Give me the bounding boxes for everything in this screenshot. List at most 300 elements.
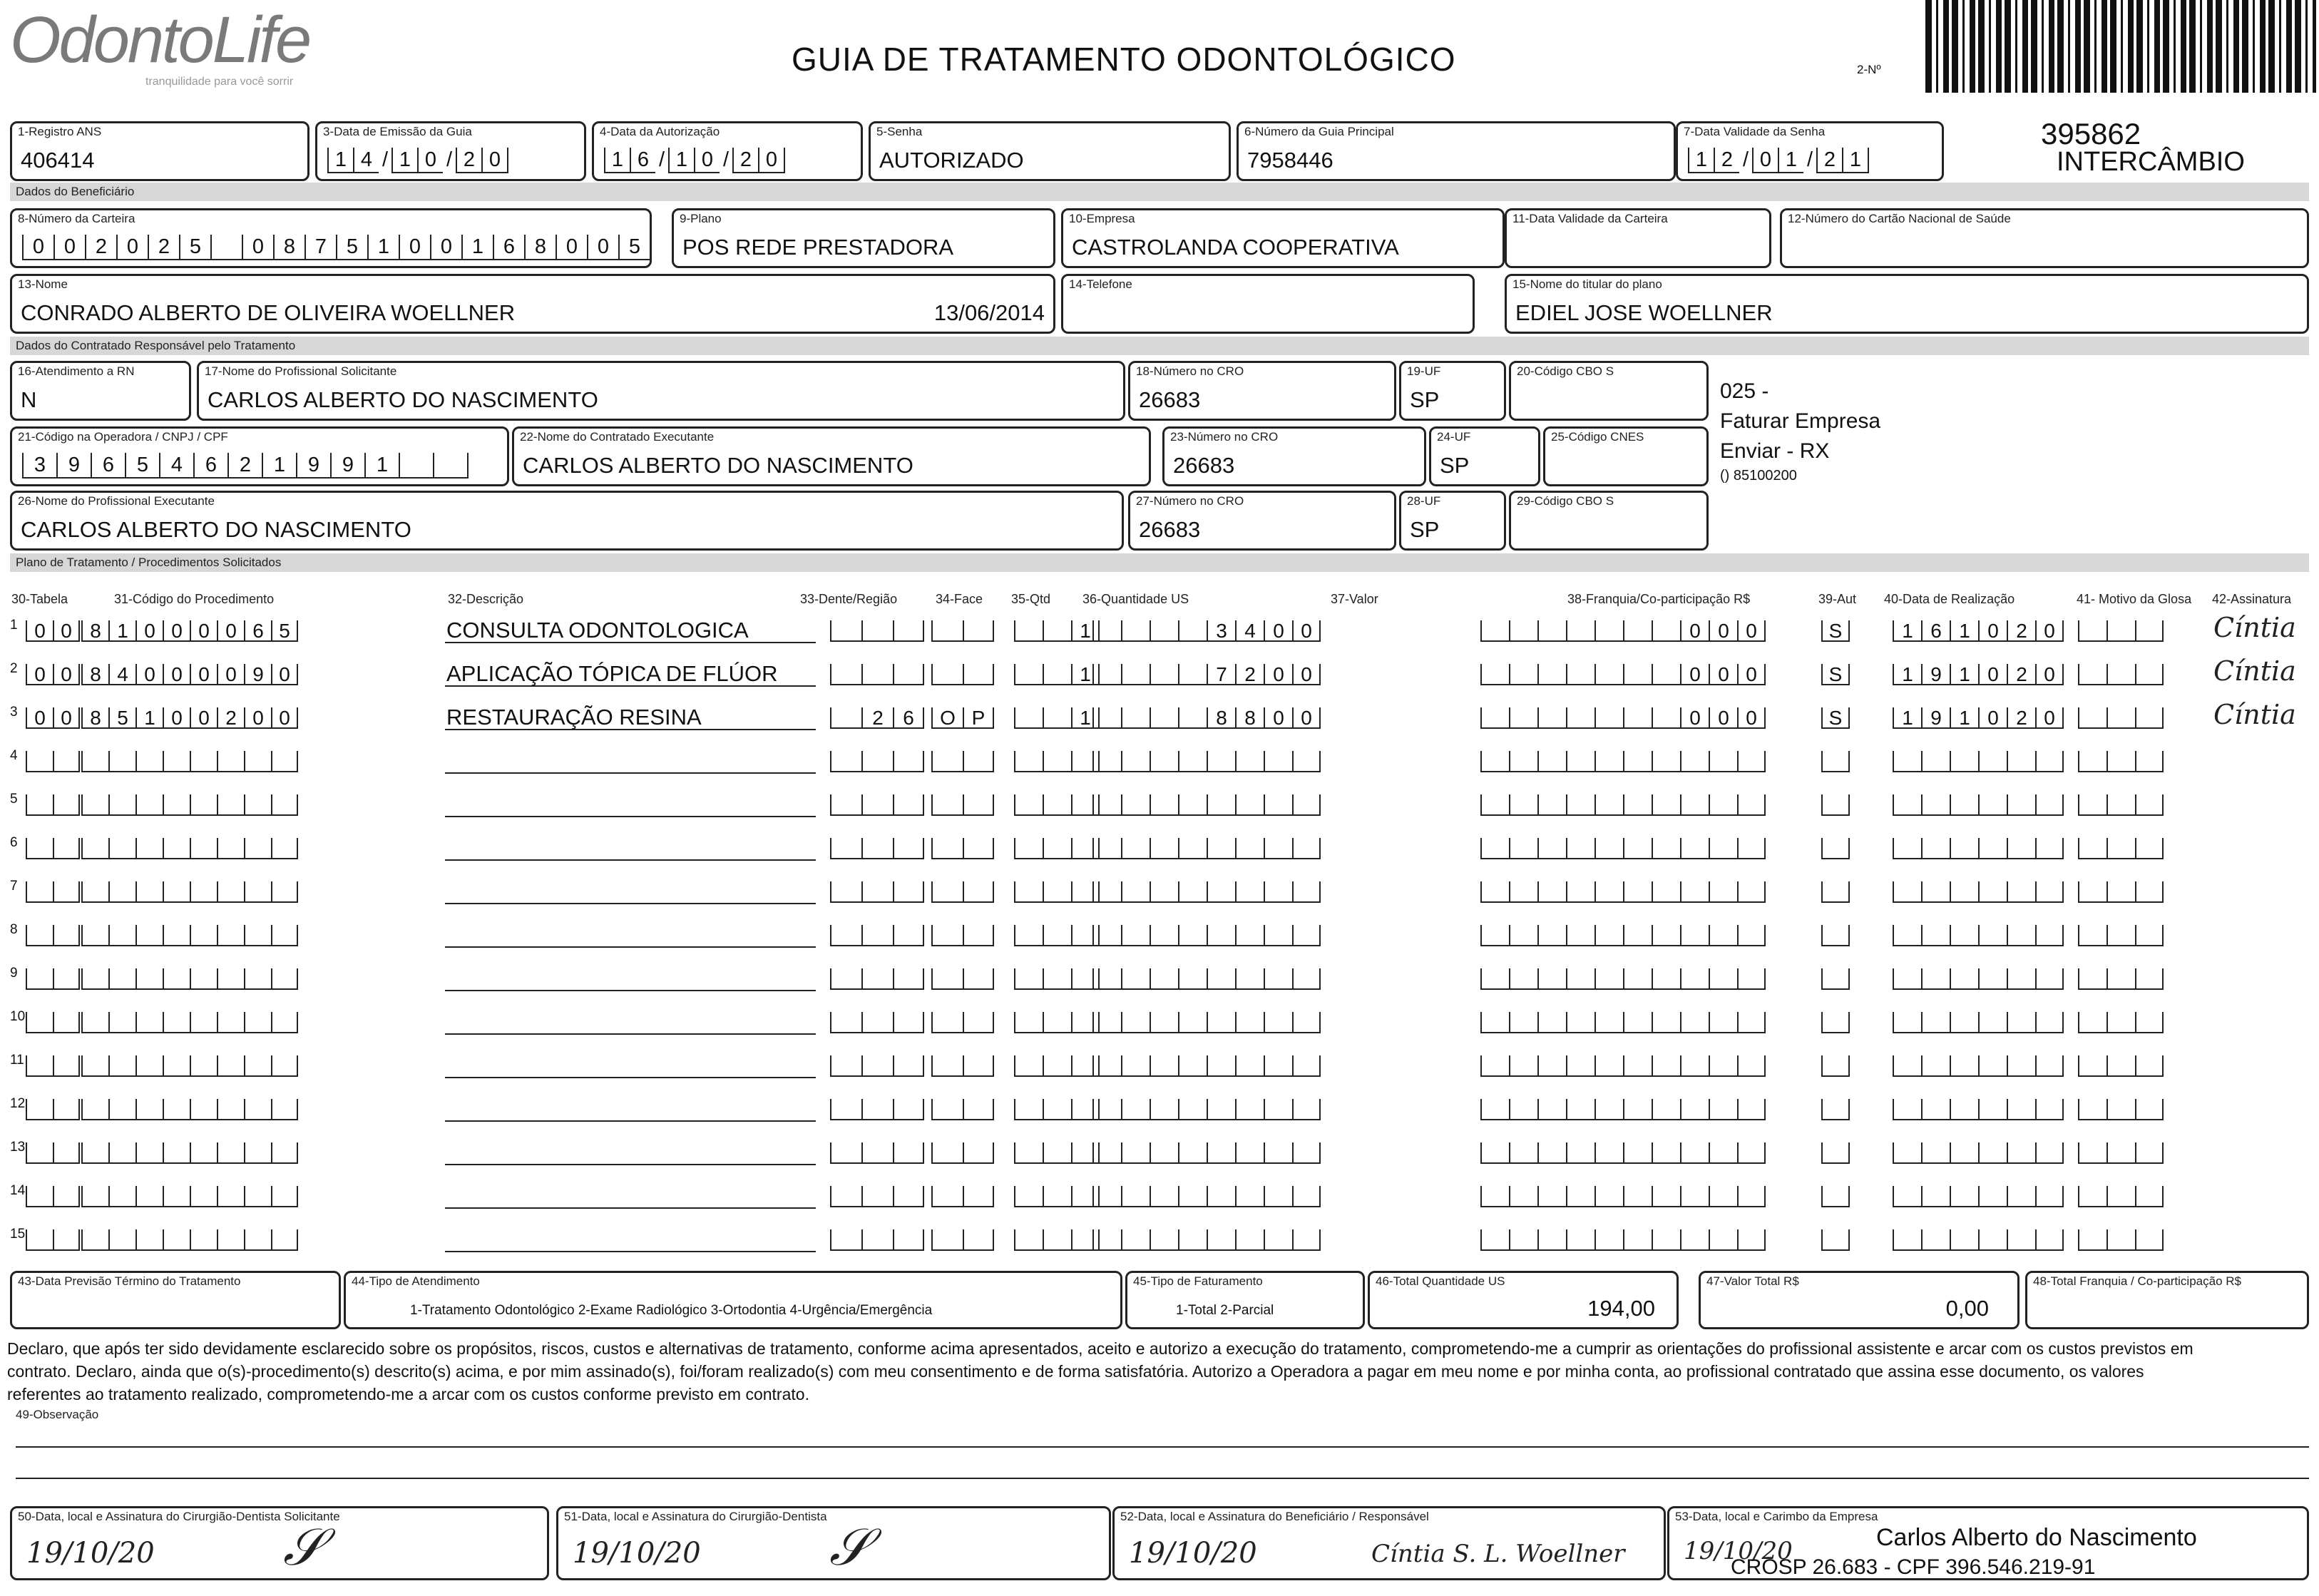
face-field[interactable] <box>931 707 994 729</box>
motivo-glosa-field[interactable] <box>2078 1055 2164 1077</box>
tabela-field-cell <box>53 838 80 859</box>
field-20-cbos[interactable] <box>1509 361 1709 421</box>
tabela-field-cell: 0 <box>26 664 53 685</box>
qtd-field[interactable] <box>1014 838 1100 859</box>
franquia-field-cell <box>1652 1012 1680 1033</box>
quantidade-us-field[interactable] <box>1092 1142 1321 1164</box>
field-27-cro[interactable] <box>1128 491 1396 551</box>
codigo-procedimento-field[interactable] <box>81 1099 298 1120</box>
field-29-cbos[interactable] <box>1509 491 1709 551</box>
face-field[interactable] <box>931 838 994 859</box>
codigo-procedimento-field-cell: 4 <box>108 664 135 685</box>
tabela-field-cell <box>53 881 80 903</box>
motivo-glosa-field[interactable] <box>2078 1012 2164 1033</box>
dente-regiao-field-cell <box>830 620 861 642</box>
motivo-glosa-field[interactable] <box>2078 794 2164 816</box>
codigo-procedimento-field[interactable] <box>81 1229 298 1251</box>
motivo-glosa-field-cell <box>2078 925 2106 946</box>
motivo-glosa-field-cell <box>2135 838 2164 859</box>
field-52-date: 19/10/20 <box>1129 1537 1257 1570</box>
franquia-field-cell <box>1480 1142 1509 1164</box>
motivo-glosa-field[interactable] <box>2078 707 2164 729</box>
field-52-assinatura-beneficiario[interactable] <box>1112 1506 1666 1580</box>
field-27-label: 27-Número no CRO <box>1136 494 1244 508</box>
franquia-field-cell <box>1594 838 1623 859</box>
quantidade-us-field[interactable] <box>1092 1229 1321 1251</box>
dente-regiao-field[interactable] <box>830 968 924 990</box>
descricao-field[interactable]: CONSULTA ODONTOLOGICA <box>446 618 749 643</box>
field-26-profissional-executante[interactable] <box>10 491 1124 551</box>
motivo-glosa-field-cell <box>2135 1099 2164 1120</box>
qtd-field[interactable] <box>1014 968 1100 990</box>
dente-regiao-field[interactable] <box>830 1055 924 1077</box>
data-realizacao-field[interactable] <box>1893 925 2064 946</box>
codigo-procedimento-field[interactable] <box>81 1142 298 1164</box>
qtd-field-cell <box>1014 925 1043 946</box>
qtd-field[interactable] <box>1014 1142 1100 1164</box>
quantidade-us-field[interactable] <box>1092 664 1321 685</box>
quantidade-us-field[interactable] <box>1092 1055 1321 1077</box>
field-47-label: 47-Valor Total R$ <box>1706 1274 1799 1288</box>
field-28-uf[interactable] <box>1399 491 1506 551</box>
face-field[interactable] <box>931 925 994 946</box>
field-17-profissional-solicitante[interactable] <box>197 361 1125 421</box>
face-field[interactable] <box>931 620 994 642</box>
tabela-field[interactable] <box>26 1055 80 1077</box>
descricao-field[interactable]: APLICAÇÃO TÓPICA DE FLÚOR <box>446 661 778 686</box>
quantidade-us-field-cell <box>1235 1099 1264 1120</box>
field-15-titular[interactable] <box>1505 274 2309 334</box>
franquia-field[interactable] <box>1480 707 1766 729</box>
aut-field[interactable] <box>1821 751 1850 772</box>
qtd-field[interactable] <box>1014 1229 1100 1251</box>
franquia-field-cell: 0 <box>1709 707 1737 729</box>
quantidade-us-field-cell <box>1235 838 1264 859</box>
dente-regiao-field[interactable] <box>830 620 924 642</box>
face-field[interactable] <box>931 1229 994 1251</box>
field-12-cartao-nacional[interactable] <box>1780 208 2309 268</box>
field-45-options: 1-Total 2-Parcial <box>1176 1303 1274 1318</box>
franquia-field[interactable] <box>1480 620 1766 642</box>
quantidade-us-field-cell: 8 <box>1235 707 1264 729</box>
tabela-field[interactable] <box>26 664 80 685</box>
dente-regiao-field[interactable] <box>830 881 924 903</box>
quantidade-us-field-cell <box>1092 1055 1121 1077</box>
face-field-cell <box>931 1012 963 1033</box>
codigo-procedimento-field-cell <box>135 1055 163 1077</box>
motivo-glosa-field-cell <box>2106 1186 2135 1207</box>
field-53-carimbo-empresa[interactable] <box>1667 1506 2309 1580</box>
franquia-field-cell <box>1652 620 1680 642</box>
franquia-field-cell <box>1537 1099 1566 1120</box>
codigo-procedimento-field[interactable] <box>81 1055 298 1077</box>
codigo-procedimento-field[interactable] <box>81 751 298 772</box>
franquia-field[interactable] <box>1480 1142 1766 1164</box>
franquia-field-cell <box>1709 881 1737 903</box>
qtd-field-cell <box>1014 881 1043 903</box>
face-field[interactable] <box>931 1055 994 1077</box>
data-realizacao-field[interactable] <box>1893 1186 2064 1207</box>
face-field[interactable] <box>931 1099 994 1120</box>
tabela-field[interactable] <box>26 620 80 642</box>
dente-regiao-field[interactable] <box>830 664 924 685</box>
codigo-procedimento-field-cell <box>163 1229 190 1251</box>
field-21-codigo-operadora[interactable] <box>10 426 509 486</box>
field-44-tipo-atendimento[interactable] <box>344 1271 1122 1329</box>
motivo-glosa-field-cell <box>2106 664 2135 685</box>
quantidade-us-field[interactable] <box>1092 1012 1321 1033</box>
codigo-procedimento-field[interactable] <box>81 881 298 903</box>
face-field[interactable] <box>931 1142 994 1164</box>
data-realizacao-field-cell <box>1978 925 2007 946</box>
field-52-label: 52-Data, local e Assinatura do Beneficiário / Responsável <box>1120 1510 1429 1523</box>
motivo-glosa-field[interactable] <box>2078 1229 2164 1251</box>
dente-regiao-field[interactable] <box>830 1099 924 1120</box>
field-11-validade-carteira[interactable] <box>1505 208 1771 268</box>
codigo-procedimento-field-cell <box>217 794 244 816</box>
quantidade-us-field-cell <box>1235 751 1264 772</box>
quantidade-us-field-cell <box>1092 664 1121 685</box>
tabela-field[interactable] <box>26 968 80 990</box>
aut-field[interactable] <box>1821 707 1850 729</box>
data-realizacao-field[interactable] <box>1893 1012 2064 1033</box>
qtd-field[interactable] <box>1014 881 1100 903</box>
assinatura-field[interactable]: Cíntia <box>2213 699 2296 730</box>
motivo-glosa-field-cell <box>2106 794 2135 816</box>
codigo-procedimento-field[interactable] <box>81 794 298 816</box>
aut-field[interactable] <box>1821 1012 1850 1033</box>
aut-field[interactable] <box>1821 1055 1850 1077</box>
tabela-field[interactable] <box>26 1142 80 1164</box>
franquia-field-cell <box>1594 925 1623 946</box>
franquia-field-cell <box>1594 1229 1623 1251</box>
field-45-tipo-faturamento[interactable] <box>1125 1271 1365 1329</box>
franquia-field[interactable] <box>1480 1012 1766 1033</box>
codigo-procedimento-field-cell <box>81 968 108 990</box>
codigo-procedimento-field-cell <box>217 838 244 859</box>
franquia-field-cell: 0 <box>1680 664 1709 685</box>
franquia-field[interactable] <box>1480 1229 1766 1251</box>
codigo-procedimento-field-cell: 5 <box>271 620 298 642</box>
quantidade-us-field-cell <box>1264 1186 1292 1207</box>
motivo-glosa-field[interactable] <box>2078 664 2164 685</box>
codigo-procedimento-field-cell: 0 <box>163 707 190 729</box>
digit-cell: 0 <box>556 235 587 260</box>
qtd-field[interactable] <box>1014 664 1100 685</box>
digit-cell: 6 <box>493 235 524 260</box>
motivo-glosa-field[interactable] <box>2078 838 2164 859</box>
tabela-field[interactable] <box>26 794 80 816</box>
quantidade-us-field-cell <box>1121 1186 1150 1207</box>
motivo-glosa-field-cell <box>2078 751 2106 772</box>
digit-cell: 2 <box>85 235 116 260</box>
data-realizacao-field-cell <box>2007 794 2035 816</box>
col-header-assinatura: 42-Assinatura <box>2212 592 2292 606</box>
aut-field[interactable] <box>1821 838 1850 859</box>
franquia-field[interactable] <box>1480 925 1766 946</box>
field-8-carteira[interactable] <box>10 208 652 268</box>
face-field[interactable] <box>931 1012 994 1033</box>
face-field[interactable] <box>931 968 994 990</box>
qtd-field[interactable] <box>1014 1099 1100 1120</box>
field-18-cro[interactable] <box>1128 361 1396 421</box>
dente-regiao-field[interactable] <box>830 1229 924 1251</box>
data-realizacao-field[interactable] <box>1893 1229 2064 1251</box>
aut-field[interactable] <box>1821 794 1850 816</box>
data-realizacao-field-cell: 0 <box>2035 620 2064 642</box>
motivo-glosa-field-cell <box>2078 620 2106 642</box>
field-6-guia-principal[interactable] <box>1237 121 1676 181</box>
data-realizacao-field[interactable] <box>1893 620 2064 642</box>
field-4-data-autorizacao[interactable] <box>592 121 863 181</box>
quantidade-us-field[interactable] <box>1092 881 1321 903</box>
codigo-procedimento-field[interactable] <box>81 1186 298 1207</box>
field-3-data-emissao[interactable] <box>315 121 586 181</box>
franquia-field-cell <box>1652 838 1680 859</box>
field-26-label: 26-Nome do Profissional Executante <box>18 494 215 508</box>
franquia-field[interactable] <box>1480 881 1766 903</box>
franquia-field-cell <box>1709 1229 1737 1251</box>
aut-field[interactable] <box>1821 1229 1850 1251</box>
qtd-field[interactable] <box>1014 1055 1100 1077</box>
dente-regiao-field-cell <box>861 1055 893 1077</box>
codigo-procedimento-field[interactable] <box>81 968 298 990</box>
quantidade-us-field-cell <box>1178 1186 1207 1207</box>
tabela-field[interactable] <box>26 1229 80 1251</box>
codigo-procedimento-field-cell <box>271 968 298 990</box>
qtd-field[interactable] <box>1014 707 1100 729</box>
tabela-field[interactable] <box>26 925 80 946</box>
field-51-assinatura-dentista[interactable] <box>556 1506 1111 1580</box>
motivo-glosa-field[interactable] <box>2078 968 2164 990</box>
codigo-procedimento-field[interactable] <box>81 838 298 859</box>
aut-field[interactable] <box>1821 881 1850 903</box>
codigo-procedimento-field-cell: 0 <box>163 620 190 642</box>
assinatura-field[interactable]: Cíntia <box>2213 612 2296 643</box>
motivo-glosa-field[interactable] <box>2078 1099 2164 1120</box>
field-10-label: 10-Empresa <box>1069 212 1135 225</box>
data-realizacao-field-cell <box>2035 1099 2064 1120</box>
face-field-cell <box>931 751 963 772</box>
qtd-field[interactable] <box>1014 1012 1100 1033</box>
franquia-field[interactable] <box>1480 751 1766 772</box>
quantidade-us-field-cell <box>1264 1055 1292 1077</box>
face-field[interactable] <box>931 1186 994 1207</box>
aut-field[interactable] <box>1821 925 1850 946</box>
data-realizacao-field-cell <box>2035 1012 2064 1033</box>
tabela-field[interactable] <box>26 707 80 729</box>
franquia-field[interactable] <box>1480 1186 1766 1207</box>
field-1-registro-ans[interactable] <box>10 121 309 181</box>
aut-field[interactable] <box>1821 1099 1850 1120</box>
digit-cell: 0 <box>1752 148 1778 173</box>
tabela-field[interactable] <box>26 881 80 903</box>
codigo-procedimento-field[interactable] <box>81 664 298 685</box>
franquia-field[interactable] <box>1480 838 1766 859</box>
descricao-field[interactable]: RESTAURAÇÃO RESINA <box>446 705 702 730</box>
field-10-empresa[interactable] <box>1061 208 1505 268</box>
aut-field[interactable] <box>1821 620 1850 642</box>
codigo-procedimento-field[interactable] <box>81 1012 298 1033</box>
franquia-field[interactable] <box>1480 664 1766 685</box>
field-20-label: 20-Código CBO S <box>1517 364 1614 378</box>
motivo-glosa-field[interactable] <box>2078 1142 2164 1164</box>
field-24-uf[interactable] <box>1429 426 1540 486</box>
data-realizacao-field[interactable] <box>1893 707 2064 729</box>
field-47-valor-total[interactable] <box>1699 1271 2019 1329</box>
face-field[interactable] <box>931 794 994 816</box>
franquia-field[interactable] <box>1480 794 1766 816</box>
face-field-cell <box>963 620 994 642</box>
field-22-contratado-executante[interactable] <box>512 426 1151 486</box>
data-realizacao-field[interactable] <box>1893 664 2064 685</box>
motivo-glosa-field[interactable] <box>2078 1186 2164 1207</box>
data-realizacao-field[interactable] <box>1893 838 2064 859</box>
field-19-uf[interactable] <box>1399 361 1506 421</box>
field-49-observacao[interactable] <box>10 1406 2309 1489</box>
dente-regiao-field-cell <box>861 751 893 772</box>
franquia-field-cell <box>1709 968 1737 990</box>
aut-field-cell <box>1821 1099 1850 1120</box>
franquia-field-cell <box>1594 620 1623 642</box>
dente-regiao-field[interactable] <box>830 707 924 729</box>
quantidade-us-field[interactable] <box>1092 707 1321 729</box>
field-19-value: SP <box>1410 387 1440 412</box>
data-realizacao-field-cell <box>1921 881 1950 903</box>
quantidade-us-field-cell <box>1292 925 1321 946</box>
franquia-field[interactable] <box>1480 1099 1766 1120</box>
aut-field[interactable] <box>1821 1186 1850 1207</box>
data-realizacao-field-cell <box>1978 968 2007 990</box>
face-field[interactable] <box>931 881 994 903</box>
quantidade-us-field-cell <box>1121 1229 1150 1251</box>
motivo-glosa-field[interactable] <box>2078 881 2164 903</box>
tabela-field[interactable] <box>26 1099 80 1120</box>
motivo-glosa-field[interactable] <box>2078 751 2164 772</box>
quantidade-us-field-cell <box>1150 1099 1178 1120</box>
data-realizacao-field-cell <box>1978 838 2007 859</box>
tabela-field[interactable] <box>26 751 80 772</box>
tabela-field[interactable] <box>26 838 80 859</box>
quantidade-us-field[interactable] <box>1092 1186 1321 1207</box>
col-header-codigo: 31-Código do Procedimento <box>114 592 275 606</box>
data-realizacao-field[interactable] <box>1893 1055 2064 1077</box>
tabela-field[interactable] <box>26 1012 80 1033</box>
franquia-field-cell <box>1652 664 1680 685</box>
franquia-field-cell <box>1623 1229 1652 1251</box>
field-46-total-us[interactable] <box>1368 1271 1679 1329</box>
data-realizacao-field[interactable] <box>1893 751 2064 772</box>
motivo-glosa-field[interactable] <box>2078 620 2164 642</box>
field-9-plano[interactable] <box>672 208 1055 268</box>
data-realizacao-field[interactable] <box>1893 968 2064 990</box>
row-number: 8 <box>10 922 18 937</box>
data-realizacao-field-cell <box>1978 751 2007 772</box>
qtd-field[interactable] <box>1014 620 1100 642</box>
face-field[interactable] <box>931 751 994 772</box>
codigo-procedimento-field-cell <box>217 1055 244 1077</box>
motivo-glosa-field[interactable] <box>2078 925 2164 946</box>
field-16-atendimento-rn[interactable] <box>10 361 191 421</box>
dente-regiao-field[interactable] <box>830 1186 924 1207</box>
franquia-field-cell <box>1509 838 1537 859</box>
field-50-assinatura-solicitante[interactable] <box>10 1506 549 1580</box>
table-row <box>10 655 2309 690</box>
quantidade-us-field[interactable] <box>1092 620 1321 642</box>
qtd-field[interactable] <box>1014 1186 1100 1207</box>
codigo-procedimento-field-cell <box>190 751 217 772</box>
aut-field[interactable] <box>1821 1142 1850 1164</box>
field-50-label: 50-Data, local e Assinatura do Cirurgião-Dentista Solicitante <box>18 1510 340 1523</box>
qtd-field[interactable] <box>1014 751 1100 772</box>
dente-regiao-field[interactable] <box>830 838 924 859</box>
field-23-cro[interactable] <box>1162 426 1426 486</box>
data-realizacao-field-cell <box>1893 1186 1921 1207</box>
field-25-cnes[interactable] <box>1543 426 1709 486</box>
qtd-field[interactable] <box>1014 925 1100 946</box>
dente-regiao-field[interactable] <box>830 794 924 816</box>
data-realizacao-field[interactable] <box>1893 881 2064 903</box>
dente-regiao-field[interactable] <box>830 1142 924 1164</box>
field-48-total-franquia[interactable] <box>2025 1271 2309 1329</box>
quantidade-us-field-cell: 0 <box>1264 620 1292 642</box>
field-7-date <box>1688 148 1869 173</box>
assinatura-field[interactable]: Cíntia <box>2213 655 2296 687</box>
codigo-procedimento-field-cell <box>108 1012 135 1033</box>
quantidade-us-field[interactable] <box>1092 968 1321 990</box>
franquia-field-cell <box>1680 751 1709 772</box>
quantidade-us-field-cell: 4 <box>1235 620 1264 642</box>
dente-regiao-field[interactable] <box>830 925 924 946</box>
aut-field[interactable] <box>1821 968 1850 990</box>
quantidade-us-field-cell <box>1092 751 1121 772</box>
franquia-field-cell <box>1709 1186 1737 1207</box>
tabela-field-cell <box>53 1099 80 1120</box>
data-realizacao-field-cell <box>2035 794 2064 816</box>
franquia-field-cell <box>1509 664 1537 685</box>
field-7-validade-senha[interactable] <box>1676 121 1944 181</box>
date-separator: / <box>658 148 665 171</box>
franquia-field[interactable] <box>1480 968 1766 990</box>
codigo-procedimento-field[interactable] <box>81 925 298 946</box>
aut-field-cell <box>1821 1055 1850 1077</box>
data-realizacao-field[interactable] <box>1893 1142 2064 1164</box>
quantidade-us-field[interactable] <box>1092 751 1321 772</box>
field-14-telefone[interactable] <box>1061 274 1475 334</box>
codigo-procedimento-field[interactable] <box>81 620 298 642</box>
aut-field[interactable] <box>1821 664 1850 685</box>
quantidade-us-field[interactable] <box>1092 1099 1321 1120</box>
field-5-senha[interactable] <box>869 121 1231 181</box>
data-realizacao-field[interactable] <box>1893 794 2064 816</box>
tabela-field[interactable] <box>26 1186 80 1207</box>
quantidade-us-field[interactable] <box>1092 925 1321 946</box>
data-realizacao-field-cell <box>2007 925 2035 946</box>
quantidade-us-field-cell: 0 <box>1292 664 1321 685</box>
field-13-nome[interactable] <box>10 274 1055 334</box>
face-field[interactable] <box>931 664 994 685</box>
field-43-previsao-termino[interactable] <box>10 1271 341 1329</box>
franquia-field[interactable] <box>1480 1055 1766 1077</box>
qtd-field[interactable] <box>1014 794 1100 816</box>
data-realizacao-field[interactable] <box>1893 1099 2064 1120</box>
motivo-glosa-field-cell <box>2135 925 2164 946</box>
quantidade-us-field[interactable] <box>1092 794 1321 816</box>
dente-regiao-field[interactable] <box>830 1012 924 1033</box>
dente-regiao-field[interactable] <box>830 751 924 772</box>
quantidade-us-field[interactable] <box>1092 838 1321 859</box>
codigo-procedimento-field[interactable] <box>81 707 298 729</box>
